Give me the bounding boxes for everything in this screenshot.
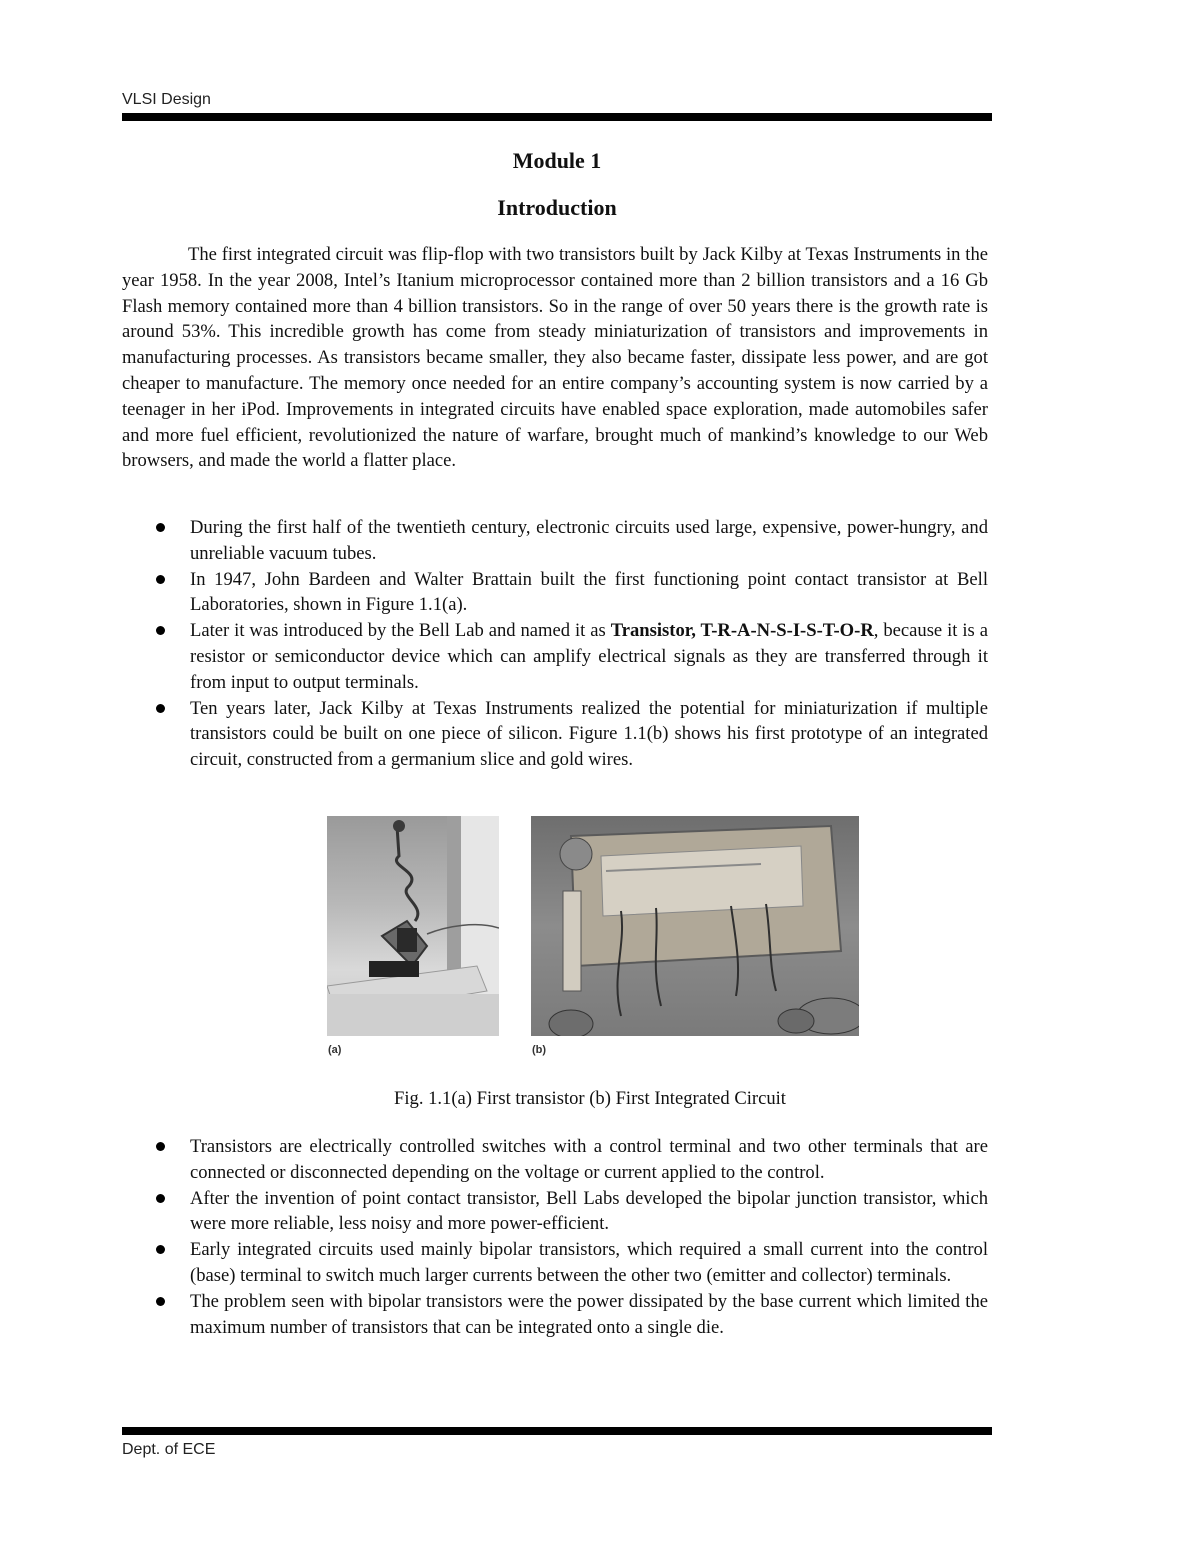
bullet-icon	[156, 1245, 165, 1254]
section-title: Introduction	[497, 195, 617, 220]
bullet-text: During the first half of the twentieth century, electronic circuits used large, expensive, power-hungry, and unreliable vacuum tubes.	[190, 517, 988, 564]
figure-label-a: (a)	[328, 1044, 342, 1056]
integrated-circuit-photo-icon	[531, 816, 859, 1036]
bullet-list-bottom	[122, 1134, 988, 1340]
bullet-icon	[156, 704, 165, 713]
list-item	[122, 1134, 988, 1186]
bullet-text: In 1947, John Bardeen and Walter Brattain built the first functioning point contact transistor at Bell Laboratories, shown in Figure 1.1(a).	[190, 568, 988, 616]
list-item	[122, 618, 988, 695]
list-item	[122, 1237, 988, 1289]
bullet-text: After the invention of point contact transistor, Bell Labs developed the bipolar junction transistor, which were more reliable, less noisy and more power-efficient.	[190, 1187, 988, 1235]
bullet-text: The problem seen with bipolar transistors were the power dissipated by the base current which limited the maximum number of transistors that can be integrated onto a single die.	[190, 1290, 988, 1338]
list-item	[122, 515, 988, 567]
figure-first-transistor-image	[327, 816, 499, 1036]
footer-dept: Dept. of ECE	[122, 1441, 216, 1458]
bullet-text-post: , because it is a resistor or semiconductor device which can amplify electrical signals as they are transferred through it from input to output terminals.	[190, 620, 988, 693]
bullet-text: Transistors are electrically controlled switches with a control terminal and two other terminals that are connected or disconnected depending on the voltage or current applied to the control.	[190, 1136, 988, 1183]
list-item	[122, 567, 988, 619]
list-item	[122, 1186, 988, 1238]
transistor-photo-icon	[327, 816, 499, 1036]
header-title: VLSI Design	[122, 91, 211, 108]
bullet-icon	[156, 575, 165, 584]
module-title: Module 1	[512, 148, 602, 173]
bullet-text: Ten years later, Jack Kilby at Texas Instruments realized the potential for miniaturization if multiple transistors could be built on one piece of silicon. Figure 1.1(b) shows his first prototype of an integrated circuit, constructed from a germanium slice and gold wires.	[190, 697, 988, 771]
figure-label-b: (b)	[532, 1044, 547, 1056]
bullet-icon	[156, 1297, 165, 1306]
list-item	[122, 1289, 988, 1341]
list-item	[122, 696, 988, 773]
figure-first-ic-image	[531, 816, 859, 1036]
header-rule	[122, 113, 992, 121]
bullet-text: Early integrated circuits used mainly bipolar transistors, which required a small current into the control (base) terminal to switch much larger currents between the other two (emitter and collector) terminals.	[190, 1239, 988, 1286]
bullet-icon	[156, 1142, 165, 1151]
intro-paragraph: The first integrated circuit was flip-flop with two transistors built by Jack Kilby at Texas Instruments in the year 1958. In the year 2008, Intel’s Itanium microprocessor contained more than 2 billion transistors and a 16 Gb Flash memory contained more than 4 billion transistors. So in the range of over 50 years there is the growth rate is around 53%. This incredible growth has come from steady miniaturization of transistors and improvements in manufacturing processes. As transistors became smaller, they also became faster, dissipate less power, and are got cheaper to manufacture. The memory once needed for an entire company’s accounting system is now carried by a teenager in her iPod. Improvements in integrated circuits have enabled space exploration, made automobiles safer and more fuel efficient, revolutionized the nature of warfare, brought much of mankind’s knowledge to our Web browsers, and made the world a flatter place.	[122, 244, 988, 472]
figure-caption: Fig. 1.1(a) First transistor (b) First Integrated Circuit	[394, 1088, 786, 1109]
bullet-icon	[156, 1194, 165, 1203]
bullet-text-pre: Later it was introduced by the Bell Lab and named it as	[190, 620, 611, 642]
bullet-icon	[156, 523, 165, 532]
footer-rule	[122, 1427, 992, 1435]
bullet-text-bold: Transistor, T-R-A-N-S-I-S-T-O-R	[610, 620, 874, 642]
bullet-icon	[156, 626, 165, 635]
bullet-list-top	[122, 515, 988, 773]
